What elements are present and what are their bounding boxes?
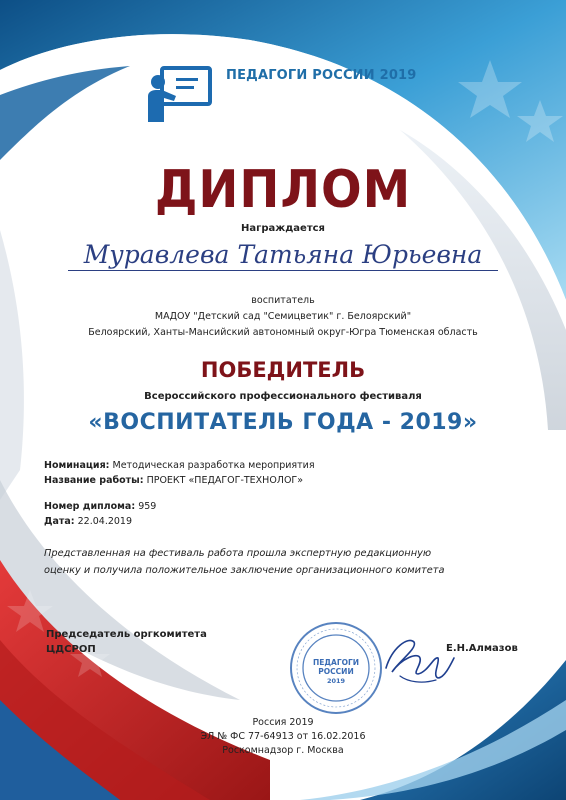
work-title-value: ПРОЕКТ «ПЕДАГОГ-ТЕХНОЛОГ» (146, 475, 304, 486)
signer-name: Е.Н.Алмазов (446, 643, 518, 654)
review-note-line-1: Представленная на фестиваль работа прошла экспертную редакционную (44, 548, 432, 559)
review-note-line-2: оценку и получила положительное заключение организационного комитета (44, 565, 445, 576)
awarded-label: Награждается (241, 223, 325, 234)
recipient-region: Белоярский, Ханты-Мансийский автономный округ-Югра Тюменская область (88, 327, 478, 338)
teacher-board-icon (146, 66, 212, 124)
signature-icon (378, 628, 458, 688)
chair-title-line-1: Председатель оргкомитета (46, 629, 207, 640)
status-title: ПОБЕДИТЕЛЬ (200, 358, 366, 382)
header-title: ПЕДАГОГИ РОССИИ 2019 (226, 68, 417, 83)
svg-text:2019: 2019 (326, 677, 346, 685)
work-title-row (44, 475, 303, 486)
diploma-number-value: 959 (138, 501, 157, 512)
recipient-position: воспитатель (251, 295, 315, 306)
work-title-label: Название работы: (44, 475, 144, 486)
footer-line-2: ЭЛ № ФС 77-64913 от 16.02.2016 (200, 731, 366, 742)
recipient-organization: МАДОУ "Детский сад "Семицветик" г. Белоярский" (154, 311, 412, 322)
diploma-title: ДИПЛОМ (154, 160, 412, 220)
recipient-name: Муравлева Татьяна Юрьевна (83, 240, 483, 269)
festival-subtitle: Всероссийского профессионального фестиваля (144, 391, 422, 402)
nomination-value: Методическая разработка мероприятия (112, 460, 315, 471)
chair-title-line-2: ЦДСРОП (46, 644, 96, 655)
svg-text:ПЕДАГОГИ: ПЕДАГОГИ (312, 658, 360, 667)
date-label: Дата: (44, 516, 75, 527)
nomination-row (44, 460, 315, 471)
name-underline (68, 270, 498, 271)
festival-name: «ВОСПИТАТЕЛЬ ГОДА - 2019» (88, 410, 478, 435)
date-row (44, 516, 132, 527)
date-value: 22.04.2019 (77, 516, 133, 527)
footer-line-3: Роскомнадзор г. Москва (222, 745, 344, 756)
round-stamp-icon (288, 620, 384, 716)
footer-line-1: Россия 2019 (252, 717, 314, 728)
svg-text:РОССИИ: РОССИИ (318, 667, 354, 676)
diploma-number-label: Номер диплома: (44, 501, 136, 512)
nomination-label: Номинация: (44, 460, 110, 471)
diploma-number-row (44, 501, 156, 512)
